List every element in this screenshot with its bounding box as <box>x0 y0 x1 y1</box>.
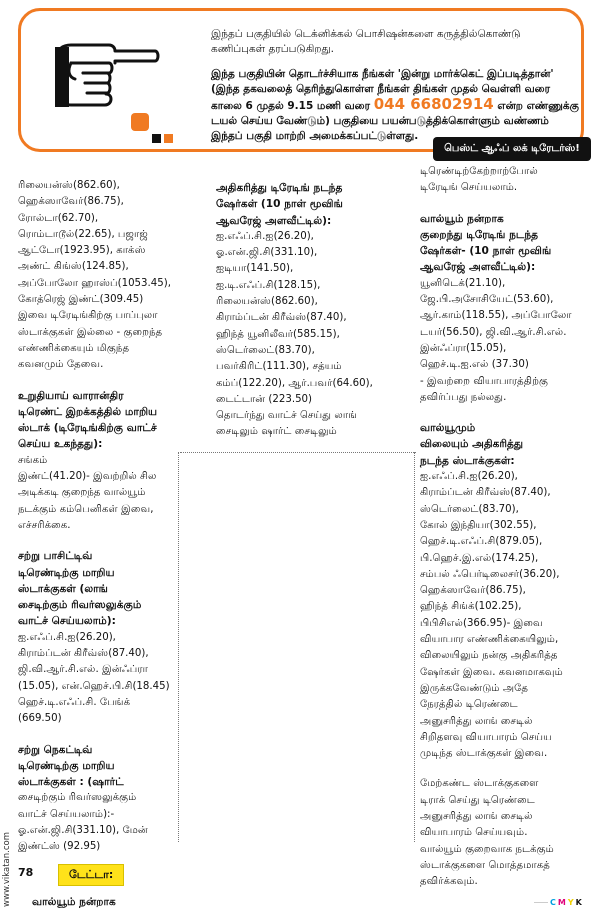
heading-line: ஷேர்கள்- (10 நாள் மூவிங் <box>420 245 552 258</box>
heading-line: டிரெண்ட் இறக்கத்தில் மாறிய <box>18 405 158 418</box>
text-line: வியாபாரம் செய்யவும். <box>420 827 528 839</box>
datta-highlight: டேட்டா: <box>58 864 124 886</box>
heading-line: டிரெண்டிற்கு மாறிய <box>18 566 115 579</box>
column-1 <box>18 178 183 908</box>
text-line: ரிலையன்ஸ்(862.60), <box>216 296 318 308</box>
text-line: நேரத்தில் டிரெண்டை <box>420 699 518 711</box>
text-line: மேற்கண்ட ஸ்டாக்குகளை <box>420 778 539 790</box>
page-number: 78 <box>18 866 34 879</box>
text-line: அடிக்கடி குறைந்த வால்யூம் <box>18 487 146 499</box>
text-line: ஐ.டி.எஃப்.சி(128.15), <box>216 279 321 291</box>
text-line: - இவற்றை வியாபாரத்திற்கு <box>420 375 549 387</box>
header-intro <box>211 27 591 57</box>
text-line: தொடர்ந்து வாட்ச் செய்து லாங் <box>216 410 358 422</box>
text-line: சிறிதளவு வியாபாரம் செய்ய <box>420 731 552 743</box>
text-line: கவனமும் தேவை. <box>18 359 104 371</box>
header-line: இந்தப் பகுதி மாற்றி அமைக்கப்பட்டுள்ளது. <box>211 130 419 142</box>
paragraph <box>18 742 183 856</box>
text-line: ஐ.எஃப்.சி.ஐ(26.20), <box>420 471 518 483</box>
text-line: ஹிந்த் சிங்க்(102.25), <box>420 601 522 613</box>
text-line: ஐ.எஃப்.சி.ஐ(26.20), <box>18 631 116 643</box>
cmyk-k: K <box>575 898 584 907</box>
text-line: ரோல்டா(62.70), <box>18 212 99 224</box>
text-line: ஐ.எஃப்.சி.ஐ(26.20), <box>216 230 314 242</box>
column-3 <box>420 164 585 904</box>
text-line: சம்பல் ஃபெர்டிலைசர்(36.20), <box>420 568 560 580</box>
text-line: டயர்(56.50), ஜி.வி.ஆர்.சி.எல். <box>420 326 567 338</box>
text-line: யூனிடெக்(21.10), <box>420 277 506 289</box>
text-line: கிராம்ப்டன் கிரீவ்ஸ்(87.40), <box>420 487 551 499</box>
header-text: என்ற எண்ணுக்கு <box>497 100 579 112</box>
heading-line: உறுதியாய் வாரான்திர <box>18 389 124 402</box>
text-line: முடிந்த ஸ்டாக்குகள் இவை. <box>420 748 548 760</box>
text-line: பவர்கிரிட்(111.30), சத்யம் <box>216 361 342 373</box>
text-line: பிபிசிஎல்(366.95)- இவை <box>420 617 543 629</box>
heading-line: சற்று பாசிட்டிவ் <box>18 550 93 563</box>
cmyk-marks <box>534 898 584 907</box>
text-line: இண்ட்(41.20)- இவற்றில் சில <box>18 471 157 483</box>
text-line: ஹிந்த் யூனிலீவர்(585.15), <box>216 328 340 340</box>
heading-line: விலையும் அதிகரித்து <box>420 438 524 451</box>
text-line: ஸ்டாக்குகள் இல்லை - குறைந்த <box>18 326 163 338</box>
black-square-icon <box>152 134 161 143</box>
text-line: இருக்கவேண்டும் அதே <box>420 682 529 694</box>
heading-line: நடந்த ஸ்டாக்குகள்: <box>420 454 515 467</box>
text-line: வால்யூம் குறைவாக நடக்கும் <box>420 843 554 855</box>
text-line: ஓ.என்.ஜி.சி(331.10), <box>216 247 318 259</box>
text-line: எச்சரிக்கை. <box>18 519 71 531</box>
best-of-luck-tag: பெஸ்ட் ஆஃப் லக் டிரேடர்ஸ்! <box>433 137 591 161</box>
text-line: (669.50) <box>18 713 62 725</box>
header-line: (இந்த தகவலைத் தெரிந்துகொள்ள நீங்கள் திங்கள் முதல் வெள்ளி வரை <box>211 83 551 95</box>
text-line: அனுசரித்து லாங் சைடில் <box>420 715 533 727</box>
paragraph <box>18 388 183 535</box>
text-line: எண்ணிக்கையும் மிகுந்த <box>18 342 130 354</box>
text-line: ஹெச்.டி.எஃப்.சி(879.05), <box>420 536 543 548</box>
text-line: ரொம்டாடூல்(22.65), பஜாஜ் <box>18 228 148 240</box>
text-line: ஐடியா(141.50), <box>216 263 294 275</box>
cmyk-y: Y <box>567 898 576 907</box>
heading-line: ஸ்டாக்குகள் : (ஷார்ட் <box>18 776 124 789</box>
text-line: ஹெச்.டி.எஃப்.சி. பேங்க் <box>18 696 131 708</box>
heading-line: குறைந்து டிரேடிங் நடந்த <box>420 228 539 241</box>
text-line: டிரேடிங் செய்யலாம். <box>420 182 518 194</box>
text-line: இண்ட்ஸ் (92.95) <box>18 841 101 853</box>
text-line: ஹெக்ஸாவேர்(86.75), <box>420 585 526 597</box>
header-notice <box>211 67 591 144</box>
text-line: சங்கம் <box>18 454 48 466</box>
text-line: தவிர்ப்பது நல்லது. <box>420 391 507 403</box>
text-line: ஸ்டெர்லைட்(83.70), <box>216 344 315 356</box>
paragraph <box>216 180 396 441</box>
text-line: தவிர்க்கவும். <box>420 876 478 888</box>
dash-mark <box>534 902 548 903</box>
text-line: ஸ்டாக்குகளை மொத்தமாகத் <box>420 859 550 871</box>
header-line: இந்த பகுதியின் தொடர்ச்சியாக நீங்கள் 'இன்று மார்க்கெட் இப்படித்தான்' <box>211 68 554 80</box>
datta-label <box>18 864 183 886</box>
text-line: ஹெச்.டி.ஐ.எல் (37.30) <box>420 359 529 371</box>
text-line: கிராம்ப்டன் கிரீவ்ஸ்(87.40), <box>18 648 149 660</box>
phone-number: 044 66802914 <box>373 95 494 113</box>
heading-line: ஷேர்கள் (10 நாள் மூவிங் <box>216 198 343 211</box>
paragraph <box>18 178 183 374</box>
text-line: ஷேர்கள் இவை. கவனமாகவும் <box>420 666 563 678</box>
paragraph <box>420 211 585 407</box>
paragraph <box>420 420 585 762</box>
text-line: இவை டிரேடிங்கிற்கு பாப்புலா <box>18 310 158 322</box>
heading-line: சற்று நெகட்டிவ் <box>18 743 93 756</box>
paragraph <box>18 548 183 727</box>
heading-line: ஆவரேஜ் அளவீட்டில்): <box>216 214 332 227</box>
text-line: ஜி.வி.ஆர்.சி.எல். இன்ஃப்ரா <box>18 664 148 676</box>
text-line: ஆட்டோ(1923.95), காக்ஸ் <box>18 245 146 257</box>
text-line: நடக்கும் கம்பெனிகள் இவை, <box>18 503 154 515</box>
cmyk-c: C <box>550 898 558 907</box>
text-line: (15.05), என்.ஹெச்.பி.சி(18.45) <box>18 680 170 692</box>
heading-line: செய்ய உகந்தது): <box>18 438 103 451</box>
text-line: கோத்ரெஜ் இண்ட்(309.45) <box>18 294 144 306</box>
paragraph <box>420 776 585 890</box>
cmyk-m: M <box>557 898 568 907</box>
header-line: கணிப்புகள் தரப்படுகிறது. <box>211 43 334 55</box>
text-line: விலையிலும் நன்கு அதிகரித்த <box>420 650 558 662</box>
text-line: சைடிலும் ஷார்ட் சைடிலும் <box>216 426 337 438</box>
text-line: ஹெக்ஸாவேர்(86.75), <box>18 196 124 208</box>
text-line: டிரெண்டிற்கேற்றாற்போல் <box>420 166 538 177</box>
text-line: வாட்ச் செய்யலாம்):- <box>18 808 115 820</box>
text-line: ஓ.என்.ஜி.சி(331.10), மேன் <box>18 824 148 836</box>
text-line: சைடிற்கும் ரிவர்ஸலுக்கும் <box>18 792 137 804</box>
heading-line: அதிகரித்து டிரேடிங் நடந்த <box>216 182 343 194</box>
text-line: கோல் இந்தியா(302.55), <box>420 519 537 531</box>
text-line: டிராக் செய்து டிரெண்டை <box>420 794 535 806</box>
column-divider <box>414 452 415 842</box>
paragraph-heading: வால்யூம் நன்றாக <box>32 895 116 908</box>
pointing-hand-icon <box>51 27 161 117</box>
text-line: ஸ்டெர்லைட்(83.70), <box>420 503 519 515</box>
paragraph <box>420 164 585 197</box>
text-line: அப்போலோ ஹாஸ்ப்(1053.45), <box>18 277 171 289</box>
header-line: டயல் செய்ய வேண்டும்) பகுதியை பயன்படுத்திக்கொள்ளும் வண்ணம் <box>211 115 549 127</box>
text-line: பி.ஹெச்.இ.எல்(174.25), <box>420 552 539 564</box>
heading-line: ஸ்டாக்குகள் (லாங் <box>18 582 108 595</box>
orange-square-icon <box>131 113 149 131</box>
text-line: கம்ப்(122.20), ஆர்.பவர்(64.60), <box>216 377 373 389</box>
text-line: ஜே.பி.அசோசியேட்(53.60), <box>420 294 554 306</box>
heading-line: சைடிற்கும் ரிவர்ஸலுக்கும் <box>18 599 142 612</box>
text-line: ரிலையன்ஸ்(862.60), <box>18 180 120 191</box>
header-line: இந்தப் பகுதியில் டெக்னிக்கல் பொசிஷன்களை கருத்தில்கொண்டு <box>211 28 521 40</box>
header-line <box>211 97 591 114</box>
text-line: அண்ட் கிங்ஸ்(124.85), <box>18 261 129 273</box>
heading-line: வால்யூம் நன்றாக <box>420 212 504 225</box>
heading-line: வாட்ச் செய்யலாம்): <box>18 615 116 628</box>
text-line: அனுசரித்து லாங் சைடில் <box>420 810 533 822</box>
heading-line: ஆவரேஜ் அளவீட்டில்): <box>420 261 536 274</box>
text-line: வியாபார எண்ணிக்கையிலும், <box>420 634 559 646</box>
text-line: கிராம்ப்டன் கிரீவ்ஸ்(87.40), <box>216 312 347 324</box>
small-orange-square-icon <box>164 134 173 143</box>
heading-line: ஸ்டாக் (டிரேடிங்கிற்கு வாட்ச் <box>18 422 157 435</box>
heading-line: வால்யூமும் <box>420 422 476 435</box>
text-line: ஆர்.காம்(118.55), அப்போலோ <box>420 310 572 322</box>
header-box <box>18 8 584 152</box>
text-line: டைட்டான் (223.50) <box>216 393 313 405</box>
heading-line: டிரெண்டிற்கு மாறிய <box>18 759 115 772</box>
column-2 <box>216 180 396 455</box>
header-text: காலை 6 முதல் 9.15 மணி வரை <box>211 100 371 112</box>
text-line: இன்ஃப்ரா(15.05), <box>420 342 507 354</box>
website-url: www.vikatan.com <box>2 832 12 907</box>
